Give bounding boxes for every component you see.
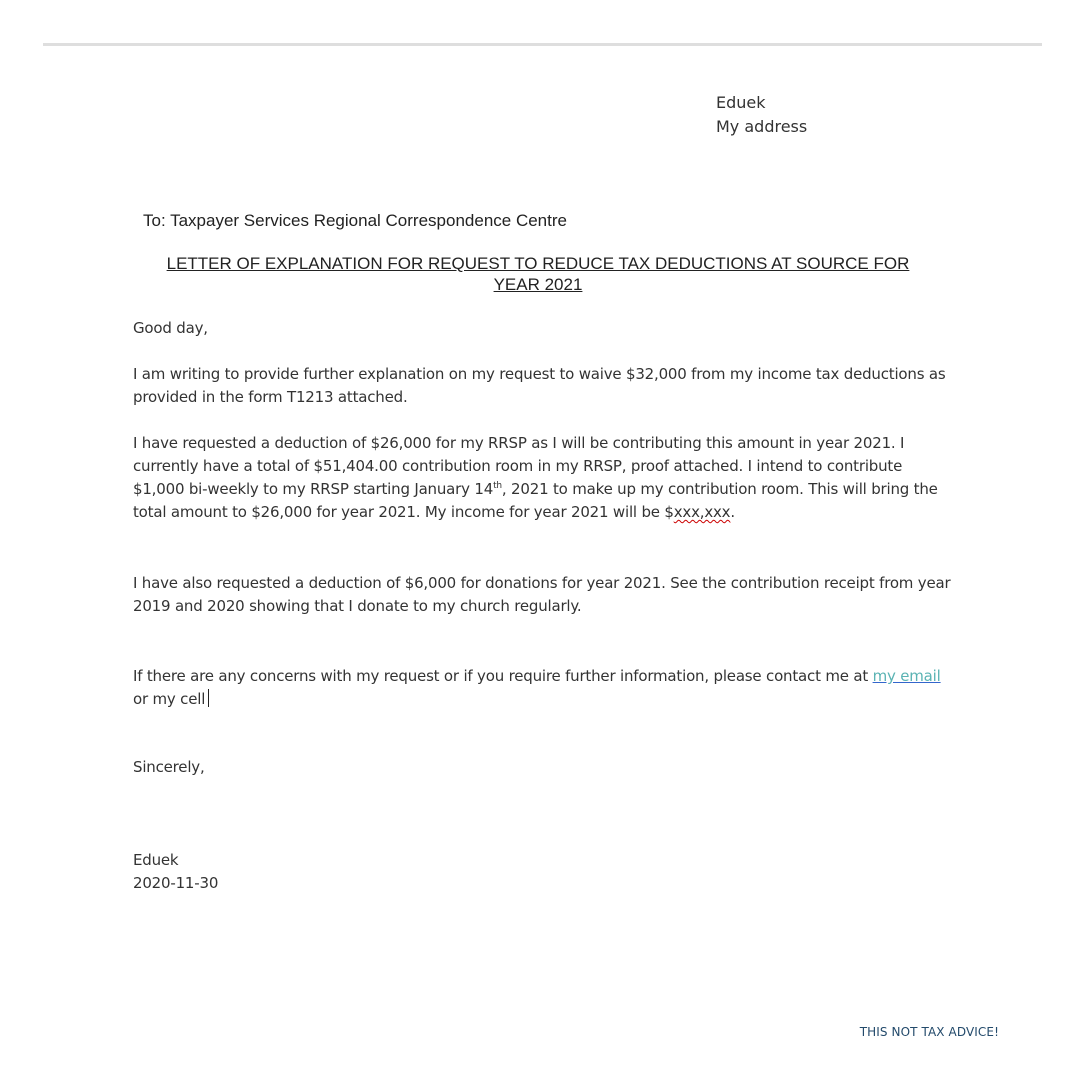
sender-name: Eduek xyxy=(716,93,766,112)
signature-date: 2020-11-30 xyxy=(133,874,219,892)
spellcheck-flagged-amount[interactable]: xxx,xxx xyxy=(673,503,731,521)
text-cursor xyxy=(208,689,209,707)
sender-address: My address xyxy=(716,117,808,136)
rrsp-text-1: I have requested a deduction of $26,000 for my RRSP as I will be contributing this amount in year 2021. I currently have a total of $51,404.00 contribution room in my RRSP, proof attached. I intend to contribute $1,000 bi-weekly to my RRSP starting January 14 xyxy=(133,434,905,498)
paragraph-donations: I have also requested a deduction of $6,000 for donations for year 2021. See the contribution receipt from year 2019 and 2020 showing that I donate to my church regularly. xyxy=(133,574,951,615)
subject-line-2: YEAR 2021 xyxy=(493,275,583,294)
signature-block xyxy=(133,849,953,895)
ordinal-suffix: th xyxy=(493,481,502,491)
disclaimer-caption: THIS NOT TAX ADVICE! xyxy=(859,1025,999,1039)
recipient-line: To: Taxpayer Services Regional Correspondence Centre xyxy=(143,211,567,230)
paragraph-contact xyxy=(133,665,953,711)
subject-line-1: LETTER OF EXPLANATION FOR REQUEST TO REDUCE TAX DEDUCTIONS AT SOURCE FOR xyxy=(166,254,910,273)
contact-text-end: or my cell xyxy=(133,690,206,708)
greeting: Good day, xyxy=(133,319,208,337)
contact-text: If there are any concerns with my request or if you require further information, please contact me at xyxy=(133,667,873,685)
rrsp-text-2: , 2021 to make up my contribution room. This will bring the total amount to $26,000 for year 2021. My income for year 2021 will be $ xyxy=(133,480,938,521)
email-link[interactable]: my email xyxy=(872,667,941,685)
paragraph-rrsp xyxy=(133,432,953,524)
rrsp-text-end: . xyxy=(730,503,735,521)
paragraph-request: I am writing to provide further explanation on my request to waive $32,000 from my income tax deductions as provided in the form T1213 attached. xyxy=(133,365,946,406)
closing: Sincerely, xyxy=(133,758,205,776)
page-top-border xyxy=(43,43,1042,46)
signature-name: Eduek xyxy=(133,851,179,869)
letter-subject xyxy=(140,253,936,295)
sender-block xyxy=(716,91,807,139)
